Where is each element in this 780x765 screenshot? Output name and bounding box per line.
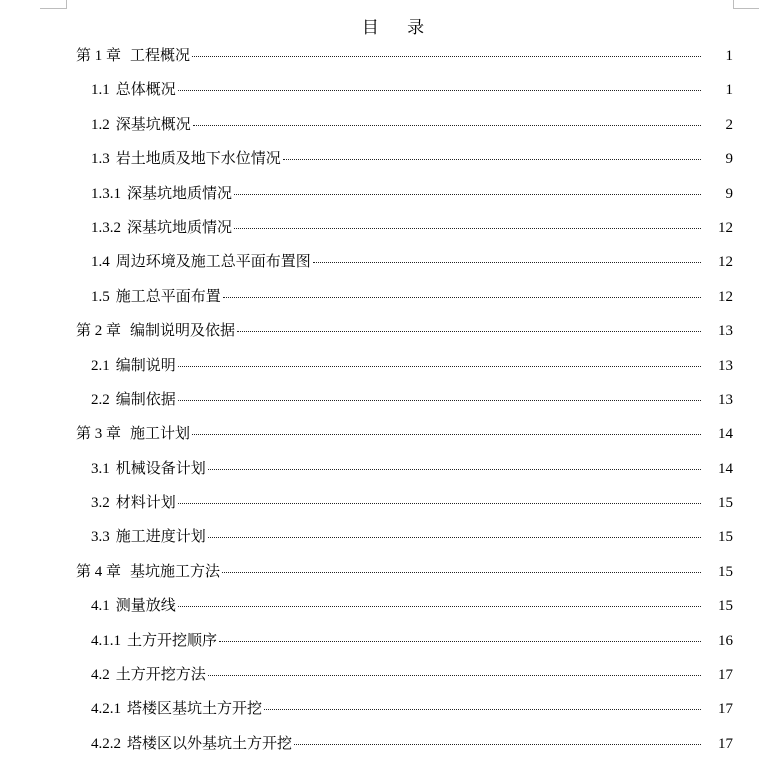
toc-leader-dots xyxy=(234,227,701,229)
toc-entry-16[interactable] xyxy=(0,555,780,589)
toc-entry-text: 深基坑概况 xyxy=(115,116,191,133)
toc-entry-number: 第 4 章 xyxy=(76,563,122,580)
toc-entry-page: 13 xyxy=(718,323,733,340)
toc-entry-number: 1.2 xyxy=(91,116,110,133)
toc-entry-21[interactable] xyxy=(0,727,780,761)
toc-entry-number: 第 1 章 xyxy=(76,48,122,64)
toc-entry-6[interactable] xyxy=(0,211,780,245)
toc-entry-text: 土方开挖顺序 xyxy=(127,632,218,649)
toc-entry-text: 总体概况 xyxy=(115,82,176,99)
toc-entry-18[interactable] xyxy=(0,624,780,658)
toc-leader-dots xyxy=(192,55,701,57)
toc-entry-2[interactable] xyxy=(0,73,780,107)
toc-leader-dots xyxy=(283,158,701,160)
toc-entry-number: 3.3 xyxy=(91,529,110,546)
toc-entry-text: 岩土地质及地下水位情况 xyxy=(115,151,281,168)
toc-entry-page: 1 xyxy=(725,48,733,64)
toc-leader-dots xyxy=(219,640,701,642)
toc-entry-text: 测量放线 xyxy=(115,598,176,615)
toc-leader-dots xyxy=(264,708,701,710)
toc-leader-dots xyxy=(313,261,701,263)
toc-title: 目 录 xyxy=(361,18,437,37)
toc-leader-dots xyxy=(178,605,701,607)
toc-entry-number: 1.5 xyxy=(91,288,110,305)
crop-mark-top-left-vertical xyxy=(66,0,67,9)
toc-leader-dots xyxy=(223,296,701,298)
toc-leader-dots xyxy=(222,571,701,573)
toc-entry-page: 12 xyxy=(718,254,733,271)
toc-entry-text: 施工总平面布置 xyxy=(115,288,221,305)
toc-leader-dots xyxy=(208,536,701,538)
toc-entry-number: 4.2.1 xyxy=(91,701,121,718)
toc-entry-page: 2 xyxy=(725,116,733,133)
toc-leader-dots xyxy=(208,468,701,470)
toc-entry-number: 1.3.2 xyxy=(91,219,121,236)
toc-entry-page: 17 xyxy=(718,735,733,752)
toc-entry-text: 施工进度计划 xyxy=(115,529,206,546)
toc-entry-page: 16 xyxy=(718,632,733,649)
toc-entry-page: 17 xyxy=(718,701,733,718)
toc-entry-9[interactable] xyxy=(0,314,780,348)
toc-entry-text: 编制说明及依据 xyxy=(130,323,236,340)
toc-entry-page: 14 xyxy=(718,426,733,443)
toc-entry-number: 第 3 章 xyxy=(76,426,122,443)
toc-entry-page: 15 xyxy=(718,495,733,512)
toc-leader-dots xyxy=(192,433,701,435)
toc-entry-1[interactable] xyxy=(0,39,780,73)
toc-leader-dots xyxy=(178,89,701,91)
toc-entry-number: 1.3 xyxy=(91,151,110,168)
crop-mark-top-left-horizontal xyxy=(40,8,66,9)
toc-leader-dots xyxy=(294,743,701,745)
toc-entry-page: 13 xyxy=(718,391,733,408)
toc-entry-text: 编制说明 xyxy=(115,357,176,374)
toc-entry-8[interactable] xyxy=(0,280,780,314)
toc-entry-number: 2.2 xyxy=(91,391,110,408)
toc-entry-page: 17 xyxy=(718,667,733,684)
toc-entry-text: 工程概况 xyxy=(130,48,191,64)
toc-entry-text: 土方开挖方法 xyxy=(115,667,206,684)
toc-leader-dots xyxy=(193,124,701,126)
toc-entry-11[interactable] xyxy=(0,383,780,417)
toc-entry-page: 12 xyxy=(718,219,733,236)
toc-entry-number: 2.1 xyxy=(91,357,110,374)
toc-entry-text: 周边环境及施工总平面布置图 xyxy=(115,254,311,271)
table-of-contents xyxy=(0,39,780,761)
toc-entry-page: 12 xyxy=(718,288,733,305)
toc-entry-13[interactable] xyxy=(0,452,780,486)
toc-entry-number: 1.4 xyxy=(91,254,110,271)
toc-entry-page: 9 xyxy=(725,185,733,202)
toc-entry-4[interactable] xyxy=(0,142,780,176)
toc-entry-number: 3.2 xyxy=(91,495,110,512)
toc-entry-page: 13 xyxy=(718,357,733,374)
toc-entry-text: 编制依据 xyxy=(115,391,176,408)
toc-leader-dots xyxy=(178,399,701,401)
toc-entry-text: 深基坑地质情况 xyxy=(127,185,233,202)
toc-entry-page: 9 xyxy=(725,151,733,168)
toc-entry-page: 15 xyxy=(718,563,733,580)
toc-entry-text: 机械设备计划 xyxy=(115,460,206,477)
toc-leader-dots xyxy=(234,193,701,195)
toc-entry-7[interactable] xyxy=(0,245,780,279)
toc-leader-dots xyxy=(237,330,701,332)
toc-entry-text: 塔楼区基坑土方开挖 xyxy=(127,701,263,718)
toc-entry-14[interactable] xyxy=(0,486,780,520)
toc-entry-10[interactable] xyxy=(0,349,780,383)
toc-entry-text: 深基坑地质情况 xyxy=(127,219,233,236)
toc-entry-20[interactable] xyxy=(0,692,780,726)
toc-entry-number: 4.2.2 xyxy=(91,735,121,752)
toc-entry-3[interactable] xyxy=(0,108,780,142)
toc-entry-number: 4.1 xyxy=(91,598,110,615)
toc-entry-number: 1.1 xyxy=(91,82,110,99)
toc-entry-5[interactable] xyxy=(0,177,780,211)
toc-leader-dots xyxy=(178,365,701,367)
toc-entry-19[interactable] xyxy=(0,658,780,692)
toc-entry-number: 4.1.1 xyxy=(91,632,121,649)
crop-mark-top-right-horizontal xyxy=(733,8,759,9)
toc-entry-17[interactable] xyxy=(0,589,780,623)
toc-entry-text: 材料计划 xyxy=(115,495,176,512)
toc-entry-page: 15 xyxy=(718,598,733,615)
toc-entry-number: 1.3.1 xyxy=(91,185,121,202)
toc-leader-dots xyxy=(208,674,701,676)
toc-entry-text: 塔楼区以外基坑土方开挖 xyxy=(127,735,293,752)
toc-entry-number: 3.1 xyxy=(91,460,110,477)
toc-entry-page: 14 xyxy=(718,460,733,477)
toc-entry-page: 15 xyxy=(718,529,733,546)
toc-leader-dots xyxy=(178,502,701,504)
toc-entry-page: 1 xyxy=(725,82,733,99)
toc-entry-text: 基坑施工方法 xyxy=(130,563,221,580)
crop-mark-top-right-vertical xyxy=(733,0,734,9)
toc-entry-12[interactable] xyxy=(0,417,780,451)
toc-entry-number: 4.2 xyxy=(91,667,110,684)
toc-entry-number: 第 2 章 xyxy=(76,323,122,340)
toc-entry-text: 施工计划 xyxy=(130,426,191,443)
toc-entry-15[interactable] xyxy=(0,520,780,554)
